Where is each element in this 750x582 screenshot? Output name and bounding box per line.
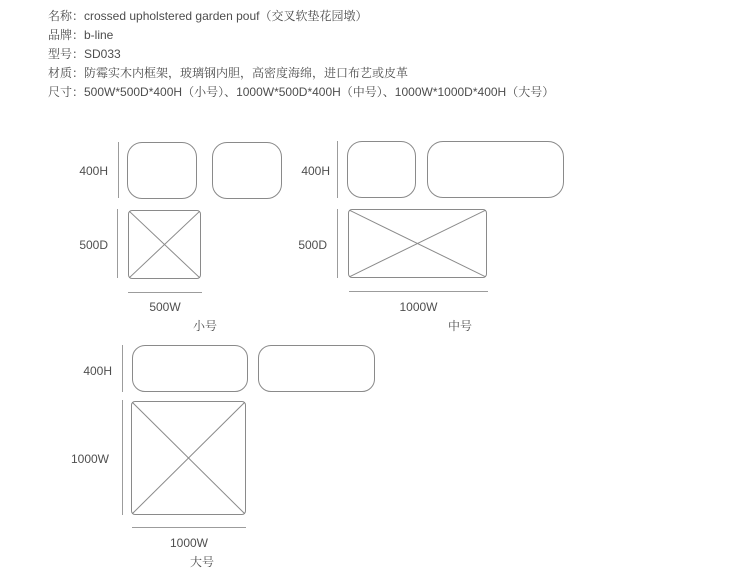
- small-front-view: [127, 142, 197, 199]
- large-width-dim-line: [132, 527, 246, 528]
- small-size-name: 小号: [192, 319, 217, 333]
- medium-size-name: 中号: [447, 319, 472, 333]
- large-front-view: [132, 345, 248, 392]
- cross-diagonals: [349, 210, 486, 277]
- small-top-view: [128, 210, 201, 279]
- large-height-label: 400H: [83, 364, 112, 378]
- medium-height-label: 400H: [301, 164, 330, 178]
- medium-depth-dim-line: [337, 209, 338, 278]
- medium-top-view: [348, 209, 487, 278]
- large-height-dim-line: [122, 345, 123, 392]
- medium-side-view: [347, 141, 416, 198]
- large-top-view: [131, 401, 246, 515]
- cross-diagonals: [129, 211, 200, 278]
- medium-width-dim-line: [349, 291, 488, 292]
- medium-front-view: [427, 141, 564, 198]
- medium-width-label: 1000W: [399, 300, 438, 314]
- small-depth-label: 500D: [79, 238, 108, 252]
- small-width-dim-line: [128, 292, 202, 293]
- model-line: 型号：SD033: [48, 47, 121, 61]
- small-height-label: 400H: [79, 164, 108, 178]
- dimensions-line: 尺寸：500W*500D*400H（小号）、1000W*500D*400H（中号）、1000W*1000D*400H（大号）: [48, 85, 555, 99]
- material-line: 材质：防霉实木内框架，玻璃钢内胆，高密度海绵，进口布艺或皮革: [48, 66, 409, 80]
- brand-line: 品牌：b-line: [48, 28, 114, 42]
- large-side-view: [258, 345, 375, 392]
- product-name-line: 名称：crossed upholstered garden pouf（交叉软垫花园墩）: [48, 9, 368, 23]
- medium-depth-label: 500D: [298, 238, 327, 252]
- large-depth-label: 1000W: [70, 452, 109, 466]
- large-size-name: 大号: [189, 555, 214, 569]
- large-width-label: 1000W: [169, 536, 209, 550]
- small-depth-dim-line: [117, 209, 118, 278]
- product-info-block: [48, 7, 554, 102]
- large-depth-dim-line: [122, 400, 123, 515]
- small-width-label: 500W: [149, 300, 181, 314]
- small-height-dim-line: [118, 142, 119, 198]
- cross-diagonals: [132, 402, 245, 514]
- medium-height-dim-line: [337, 141, 338, 198]
